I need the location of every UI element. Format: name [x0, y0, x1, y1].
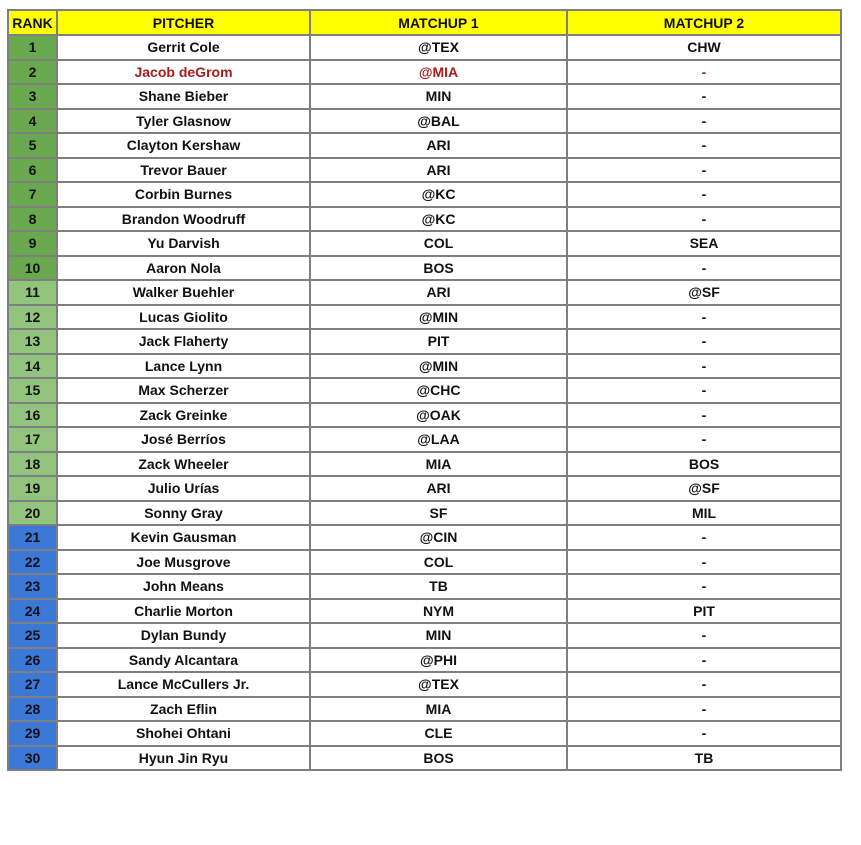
pitcher-cell: Sandy Alcantara: [57, 648, 310, 673]
table-row: [8, 697, 841, 722]
matchup-2-cell: -: [567, 648, 841, 673]
matchup-2-cell: -: [567, 182, 841, 207]
table-row: [8, 231, 841, 256]
pitcher-cell: Zack Greinke: [57, 403, 310, 428]
matchup-2-cell: -: [567, 550, 841, 575]
pitcher-cell: Walker Buehler: [57, 280, 310, 305]
pitcher-cell: Max Scherzer: [57, 378, 310, 403]
pitcher-cell: Brandon Woodruff: [57, 207, 310, 232]
table-row: [8, 109, 841, 134]
pitcher-cell: Shohei Ohtani: [57, 721, 310, 746]
table-body: [8, 35, 841, 770]
rank-cell: 16: [8, 403, 57, 428]
matchup-2-cell: BOS: [567, 452, 841, 477]
pitcher-cell: Tyler Glasnow: [57, 109, 310, 134]
rank-cell: 14: [8, 354, 57, 379]
pitcher-cell: Jack Flaherty: [57, 329, 310, 354]
pitcher-cell: Gerrit Cole: [57, 35, 310, 60]
pitcher-cell: Lucas Giolito: [57, 305, 310, 330]
rank-cell: 21: [8, 525, 57, 550]
pitcher-cell: Clayton Kershaw: [57, 133, 310, 158]
rank-cell: 20: [8, 501, 57, 526]
pitcher-cell: José Berríos: [57, 427, 310, 452]
matchup-1-cell: @TEX: [310, 672, 567, 697]
matchup-2-cell: -: [567, 697, 841, 722]
matchup-1-cell: @LAA: [310, 427, 567, 452]
matchup-1-cell: @CHC: [310, 378, 567, 403]
rank-cell: 29: [8, 721, 57, 746]
pitcher-cell: Kevin Gausman: [57, 525, 310, 550]
matchup-1-cell: ARI: [310, 133, 567, 158]
table-row: [8, 305, 841, 330]
matchup-1-cell: BOS: [310, 256, 567, 281]
table-row: [8, 501, 841, 526]
matchup-2-cell: -: [567, 427, 841, 452]
table-row: [8, 60, 841, 85]
matchup-2-cell: -: [567, 305, 841, 330]
matchup-2-cell: TB: [567, 746, 841, 771]
rank-cell: 25: [8, 623, 57, 648]
matchup-1-cell: @OAK: [310, 403, 567, 428]
rank-cell: 15: [8, 378, 57, 403]
pitcher-cell: Charlie Morton: [57, 599, 310, 624]
matchup-1-cell: @MIA: [310, 60, 567, 85]
rank-cell: 30: [8, 746, 57, 771]
table-row: [8, 452, 841, 477]
table-row: [8, 525, 841, 550]
rank-cell: 1: [8, 35, 57, 60]
matchup-1-cell: MIA: [310, 452, 567, 477]
rank-cell: 6: [8, 158, 57, 183]
matchup-2-cell: -: [567, 623, 841, 648]
matchup-2-cell: -: [567, 721, 841, 746]
matchup-2-cell: -: [567, 354, 841, 379]
matchup-2-cell: @SF: [567, 280, 841, 305]
table-row: [8, 648, 841, 673]
rank-cell: 9: [8, 231, 57, 256]
pitcher-cell: Trevor Bauer: [57, 158, 310, 183]
matchup-2-cell: CHW: [567, 35, 841, 60]
header-matchup-2: MATCHUP 2: [567, 10, 841, 35]
matchup-1-cell: MIN: [310, 623, 567, 648]
table-row: [8, 746, 841, 771]
header-row: [8, 10, 841, 35]
rank-cell: 12: [8, 305, 57, 330]
rank-cell: 10: [8, 256, 57, 281]
matchup-1-cell: SF: [310, 501, 567, 526]
matchup-1-cell: COL: [310, 550, 567, 575]
table-row: [8, 182, 841, 207]
matchup-1-cell: @TEX: [310, 35, 567, 60]
matchup-1-cell: ARI: [310, 280, 567, 305]
rank-cell: 7: [8, 182, 57, 207]
rank-cell: 26: [8, 648, 57, 673]
table-header: [8, 10, 841, 35]
rank-cell: 3: [8, 84, 57, 109]
matchup-2-cell: -: [567, 109, 841, 134]
pitcher-cell: Lance Lynn: [57, 354, 310, 379]
matchup-2-cell: -: [567, 574, 841, 599]
matchup-1-cell: MIN: [310, 84, 567, 109]
table-row: [8, 721, 841, 746]
table-row: [8, 354, 841, 379]
matchup-2-cell: -: [567, 207, 841, 232]
matchup-1-cell: BOS: [310, 746, 567, 771]
matchup-1-cell: MIA: [310, 697, 567, 722]
table-row: [8, 84, 841, 109]
matchup-1-cell: @CIN: [310, 525, 567, 550]
matchup-2-cell: -: [567, 329, 841, 354]
matchup-1-cell: CLE: [310, 721, 567, 746]
table-row: [8, 378, 841, 403]
matchup-1-cell: @MIN: [310, 305, 567, 330]
table-row: [8, 574, 841, 599]
table-row: [8, 35, 841, 60]
rank-cell: 28: [8, 697, 57, 722]
rank-cell: 22: [8, 550, 57, 575]
matchup-1-cell: @BAL: [310, 109, 567, 134]
pitcher-cell: Hyun Jin Ryu: [57, 746, 310, 771]
rank-cell: 2: [8, 60, 57, 85]
table-row: [8, 599, 841, 624]
matchup-1-cell: NYM: [310, 599, 567, 624]
rank-cell: 13: [8, 329, 57, 354]
table-row: [8, 550, 841, 575]
rank-cell: 8: [8, 207, 57, 232]
pitcher-cell: Shane Bieber: [57, 84, 310, 109]
pitcher-cell: Zack Wheeler: [57, 452, 310, 477]
matchup-2-cell: -: [567, 133, 841, 158]
pitcher-cell: Jacob deGrom: [57, 60, 310, 85]
matchup-1-cell: ARI: [310, 158, 567, 183]
rank-cell: 11: [8, 280, 57, 305]
matchup-1-cell: ARI: [310, 476, 567, 501]
matchup-2-cell: -: [567, 60, 841, 85]
header-matchup-1: MATCHUP 1: [310, 10, 567, 35]
table-row: [8, 672, 841, 697]
pitcher-cell: Yu Darvish: [57, 231, 310, 256]
table-row: [8, 280, 841, 305]
pitcher-cell: Aaron Nola: [57, 256, 310, 281]
matchup-2-cell: -: [567, 403, 841, 428]
matchup-1-cell: TB: [310, 574, 567, 599]
pitcher-cell: John Means: [57, 574, 310, 599]
table-row: [8, 329, 841, 354]
matchup-1-cell: PIT: [310, 329, 567, 354]
header-pitcher: PITCHER: [57, 10, 310, 35]
rank-cell: 27: [8, 672, 57, 697]
matchup-2-cell: PIT: [567, 599, 841, 624]
table-row: [8, 403, 841, 428]
matchup-2-cell: -: [567, 378, 841, 403]
rank-cell: 18: [8, 452, 57, 477]
pitcher-cell: Zach Eflin: [57, 697, 310, 722]
matchup-2-cell: -: [567, 672, 841, 697]
matchup-1-cell: @KC: [310, 182, 567, 207]
rank-cell: 23: [8, 574, 57, 599]
matchup-1-cell: @PHI: [310, 648, 567, 673]
pitcher-cell: Corbin Burnes: [57, 182, 310, 207]
matchup-2-cell: -: [567, 525, 841, 550]
table-row: [8, 256, 841, 281]
matchup-2-cell: SEA: [567, 231, 841, 256]
pitcher-cell: Lance McCullers Jr.: [57, 672, 310, 697]
table-row: [8, 158, 841, 183]
rank-cell: 24: [8, 599, 57, 624]
matchup-2-cell: -: [567, 256, 841, 281]
matchup-2-cell: -: [567, 158, 841, 183]
matchup-2-cell: @SF: [567, 476, 841, 501]
table-row: [8, 623, 841, 648]
pitcher-cell: Julio Urías: [57, 476, 310, 501]
matchup-1-cell: @MIN: [310, 354, 567, 379]
rank-cell: 5: [8, 133, 57, 158]
matchup-1-cell: @KC: [310, 207, 567, 232]
matchup-2-cell: MIL: [567, 501, 841, 526]
pitcher-rankings-table: [7, 9, 842, 771]
matchup-2-cell: -: [567, 84, 841, 109]
pitcher-cell: Sonny Gray: [57, 501, 310, 526]
header-rank: RANK: [8, 10, 57, 35]
pitcher-cell: Joe Musgrove: [57, 550, 310, 575]
table-row: [8, 207, 841, 232]
rank-cell: 17: [8, 427, 57, 452]
rank-cell: 19: [8, 476, 57, 501]
matchup-1-cell: COL: [310, 231, 567, 256]
pitcher-cell: Dylan Bundy: [57, 623, 310, 648]
table-row: [8, 476, 841, 501]
table-row: [8, 427, 841, 452]
table-row: [8, 133, 841, 158]
rank-cell: 4: [8, 109, 57, 134]
